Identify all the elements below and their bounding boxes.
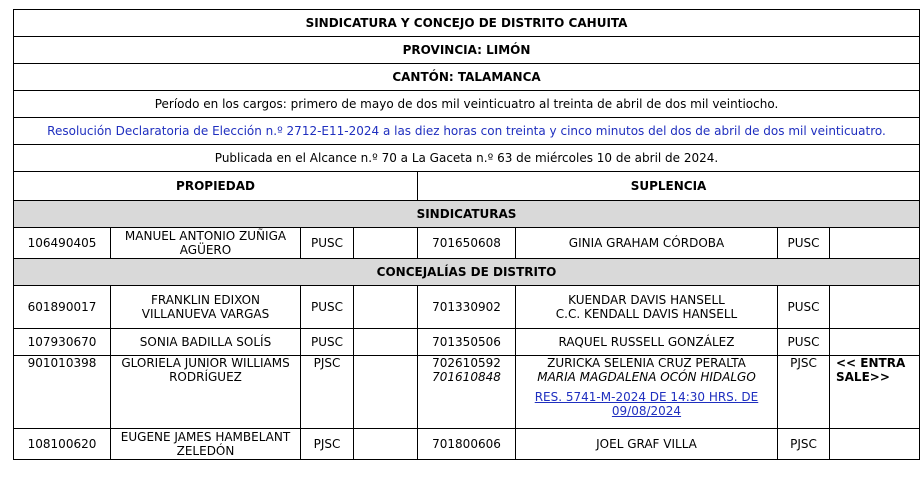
sup-party: PUSC <box>778 329 830 356</box>
column-suplencia: SUPLENCIA <box>418 172 920 201</box>
prop-name: MANUEL ANTONIO ZUÑIGA AGÜERO <box>111 228 301 259</box>
prop-id: 107930670 <box>14 329 111 356</box>
sup-name: ZURICKA SELENIA CRUZ PERALTA <box>547 356 746 370</box>
prop-name: GLORIELA JUNIOR WILLIAMS RODRÍGUEZ <box>111 356 301 429</box>
prop-note <box>354 228 418 259</box>
table-row <box>14 329 920 356</box>
sup-party: PJSC <box>778 429 830 460</box>
sup-party: PJSC <box>778 356 830 429</box>
publication: Publicada en el Alcance n.º 70 a La Gaceta n.º 63 de miércoles 10 de abril de 2024. <box>14 145 920 172</box>
table-title: SINDICATURA Y CONCEJO DE DISTRITO CAHUITA <box>14 10 920 37</box>
prop-note <box>354 429 418 460</box>
sup-id: 701800606 <box>418 429 516 460</box>
prop-name: EUGENE JAMES HAMBELANT ZELEDÓN <box>111 429 301 460</box>
sup-note: << ENTRA SALE>> <box>830 356 920 429</box>
prop-party: PUSC <box>301 329 354 356</box>
sup-id: 702610592 <box>432 356 501 370</box>
prop-id: 108100620 <box>14 429 111 460</box>
prop-name: FRANKLIN EDIXON VILLANUEVA VARGAS <box>111 286 301 329</box>
sup-id-cell <box>418 356 516 429</box>
section-concejalias: CONCEJALÍAS DE DISTRITO <box>14 259 920 286</box>
sup-name: GINIA GRAHAM CÓRDOBA <box>516 228 778 259</box>
sup-party: PUSC <box>778 228 830 259</box>
table-row <box>14 228 920 259</box>
province: PROVINCIA: LIMÓN <box>14 37 920 64</box>
prop-party: PJSC <box>301 356 354 429</box>
sup-note <box>830 286 920 329</box>
column-propiedad: PROPIEDAD <box>14 172 418 201</box>
prop-id: 106490405 <box>14 228 111 259</box>
sup-note <box>830 228 920 259</box>
prop-name: SONIA BADILLA SOLÍS <box>111 329 301 356</box>
sup-id: 701650608 <box>418 228 516 259</box>
sup-note <box>830 329 920 356</box>
sup-name-old: MARIA MAGDALENA OCÓN HIDALGO <box>537 370 756 384</box>
sup-note <box>830 429 920 460</box>
sup-name-cell <box>516 356 778 429</box>
prop-party: PJSC <box>301 429 354 460</box>
sup-name: RAQUEL RUSSELL GONZÁLEZ <box>516 329 778 356</box>
sup-id: 701330902 <box>418 286 516 329</box>
table-row <box>14 286 920 329</box>
prop-note <box>354 286 418 329</box>
table-row <box>14 356 920 429</box>
sup-name-cell <box>516 286 778 329</box>
sup-party: PUSC <box>778 286 830 329</box>
sup-name-alt: C.C. KENDALL DAVIS HANSELL <box>555 307 738 321</box>
sup-id-old: 701610848 <box>432 370 501 384</box>
prop-id: 601890017 <box>14 286 111 329</box>
section-sindicaturas: SINDICATURAS <box>14 201 920 228</box>
canton: CANTÓN: TALAMANCA <box>14 64 920 91</box>
prop-id: 901010398 <box>14 356 111 429</box>
resolution: Resolución Declaratoria de Elección n.º 2712-E11-2024 a las diez horas con treinta y cinco minutos del dos de abril de dos mil veinticuatro. <box>14 118 920 145</box>
sup-id: 701350506 <box>418 329 516 356</box>
table-row <box>14 429 920 460</box>
sup-name: JOEL GRAF VILLA <box>516 429 778 460</box>
sup-name: KUENDAR DAVIS HANSELL <box>568 293 725 307</box>
prop-party: PUSC <box>301 286 354 329</box>
resolution-link[interactable]: RES. 5741-M-2024 DE 14:30 HRS. DE 09/08/2024 <box>534 390 759 418</box>
period: Período en los cargos: primero de mayo de dos mil veinticuatro al treinta de abril de dos mil veintiocho. <box>14 91 920 118</box>
prop-note <box>354 356 418 429</box>
prop-note <box>354 329 418 356</box>
election-table <box>13 9 920 460</box>
prop-party: PUSC <box>301 228 354 259</box>
